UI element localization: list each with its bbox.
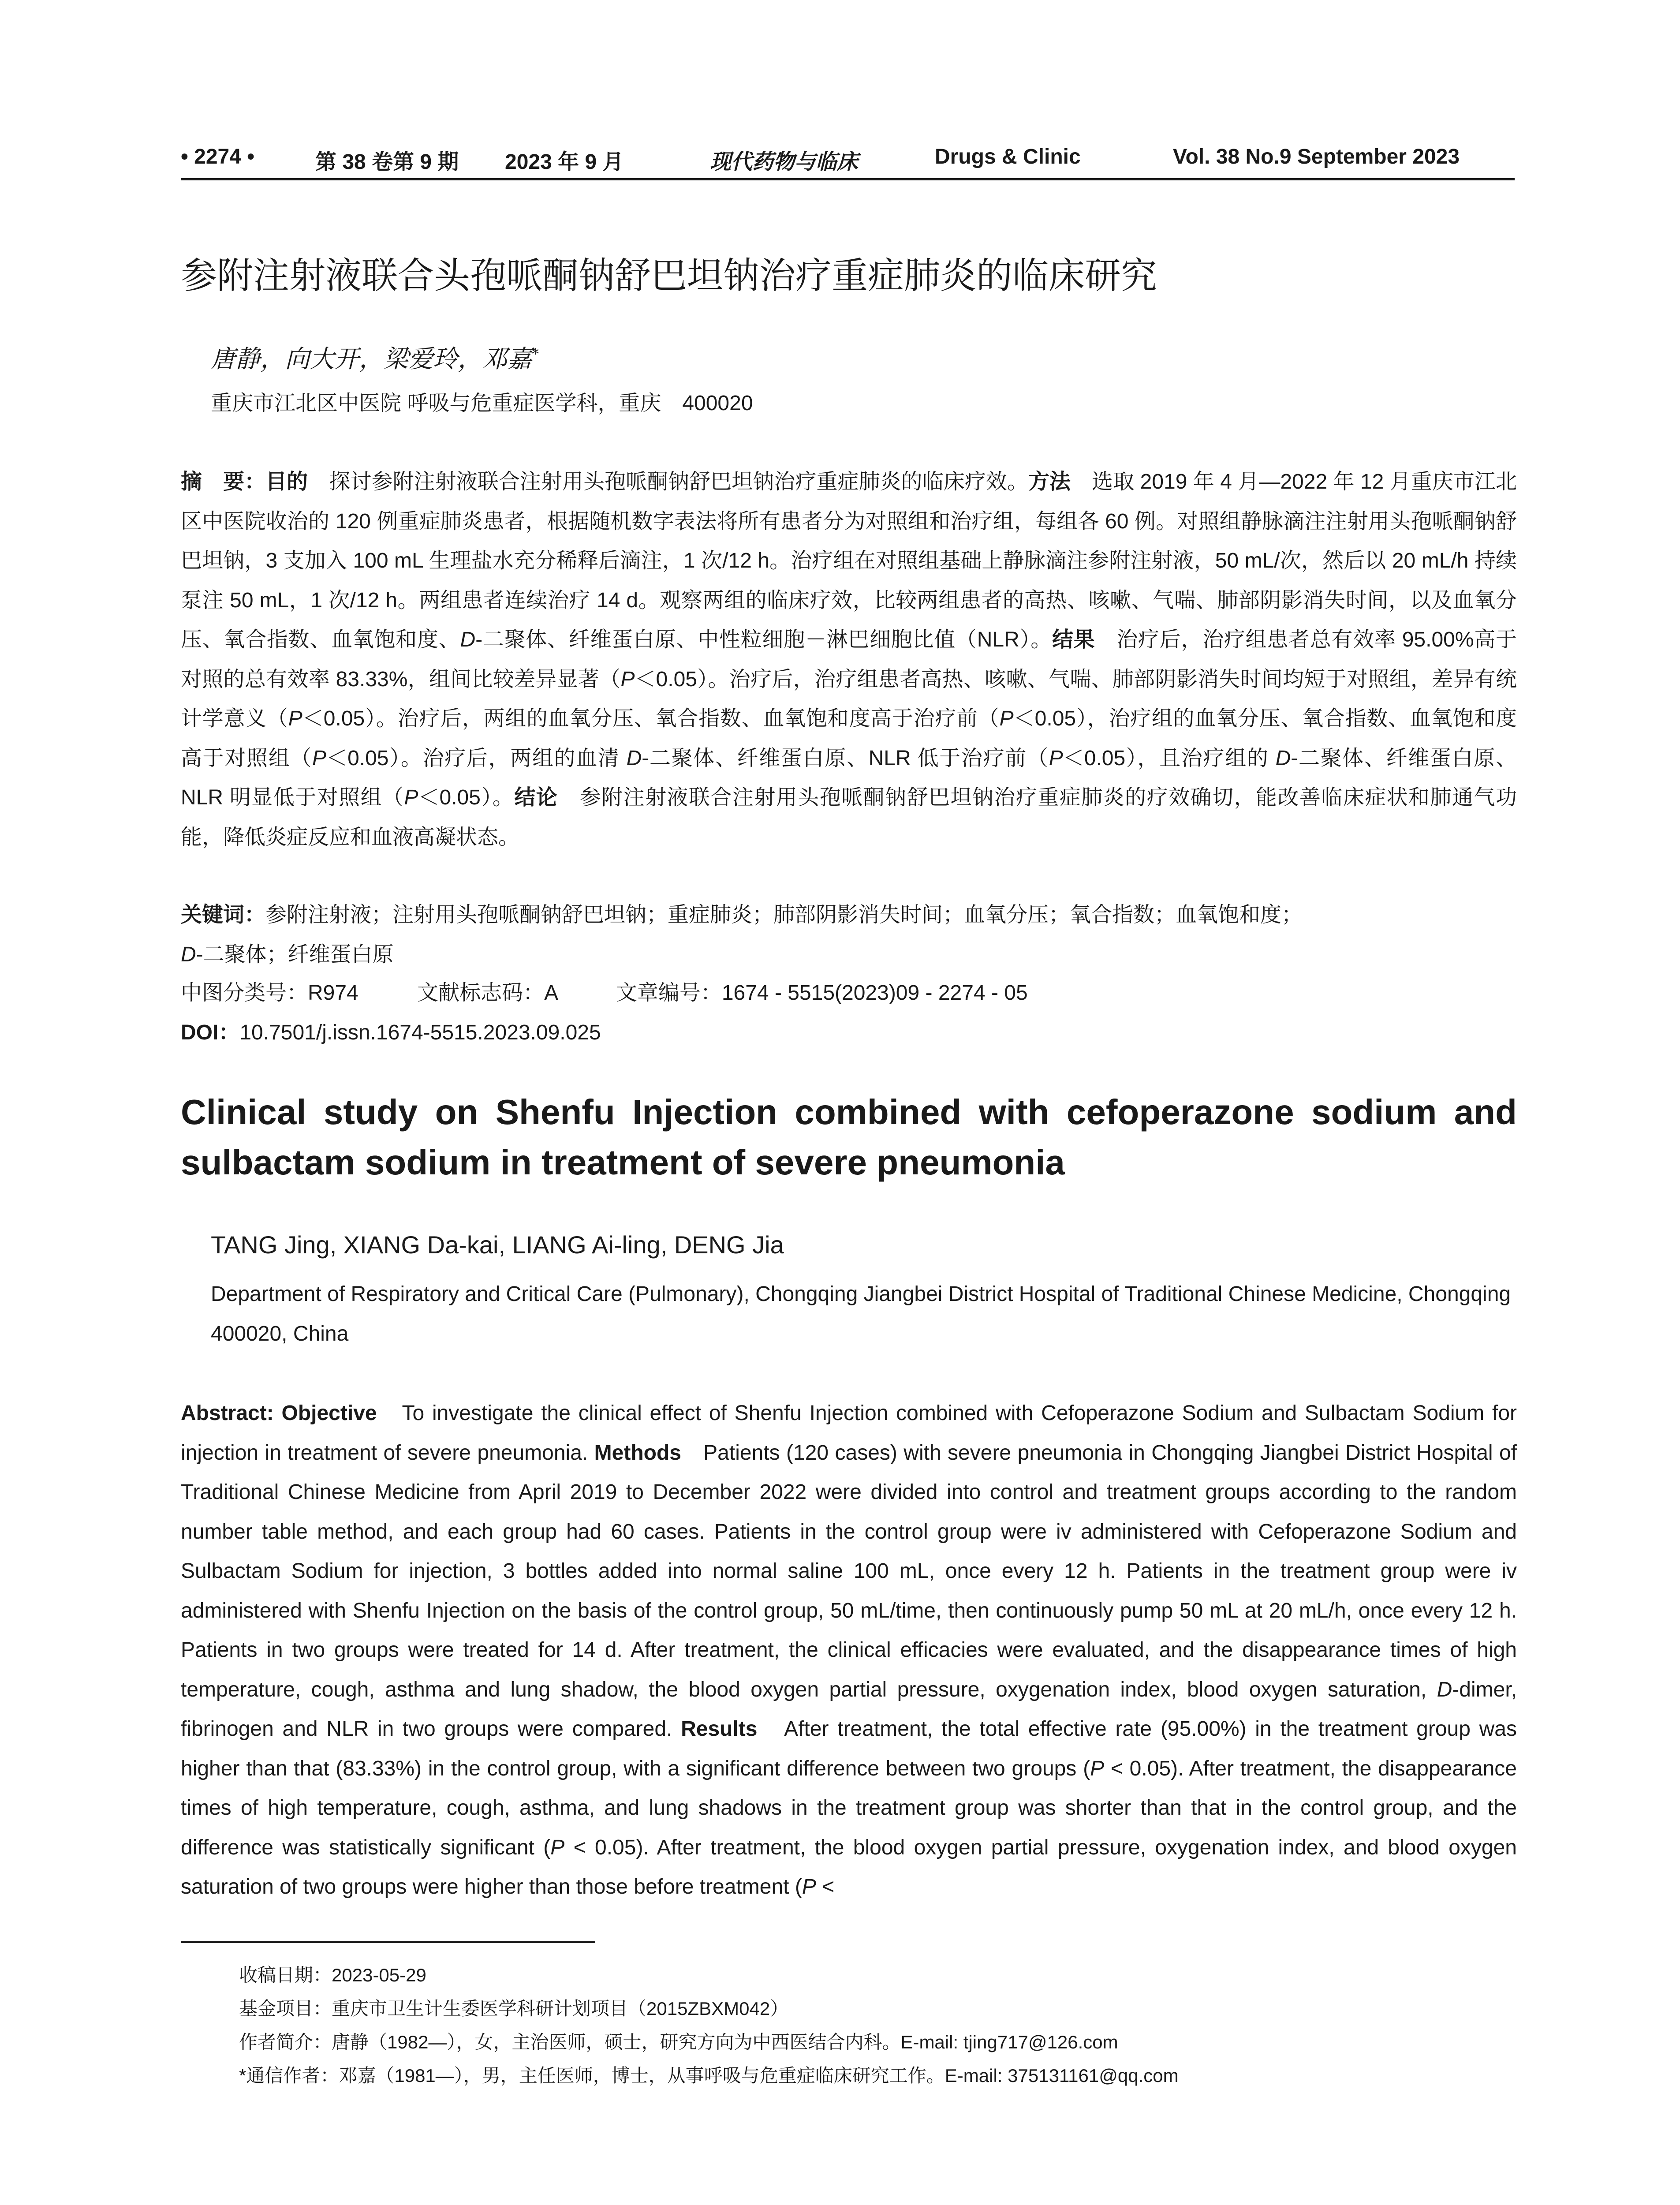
- p-italic: P: [404, 786, 418, 809]
- doi-link[interactable]: 10.7501/j.issn.1674-5515.2023.09.025: [239, 1021, 601, 1044]
- cn-methods: 选取 2019 年 4 月—2022 年 12 月重庆市江北区中医院收治的 120 例重症肺炎患者，根据随机数字表法将所有患者分为对照组和治疗组，每组各 60 例。对照组静脉滴注注射用头孢哌酮钠舒巴坦钠，3 支加入 100 mL 生理盐水充分稀释后滴注，1 次/12 h。治疗组在对照组基础上静脉滴注参附注射液，50 mL/次，然后以 20 mL/h 持续泵注 50 mL，1 次/12 h。两组患者连续治疗 14 d。观察两组的临床疗效，比较两组患者的高热、咳嗽、气喘、肺部阴影消失时间，以及血氧分压、氧合指数、血氧饱和度、: [181, 470, 1517, 651]
- cn-results-9: ＜0.05）。: [418, 786, 515, 809]
- date-cn: 2023 年 9 月: [505, 150, 624, 174]
- cn-author-names: 唐静，向大开，梁爱玲，邓嘉: [211, 345, 532, 374]
- en-objective: To investigate the clinical effect of Shenfu Injection combined with Cefoperazone Sodium and Sulbactam Sodium for injection in treatment of severe pneumonia.: [181, 1401, 1517, 1465]
- en-results-3: < 0.05). After treatment, the blood oxygen partial pressure, oxygenation index, and blood oxygen saturation of two groups were higher than those before treatment (: [181, 1835, 1517, 1899]
- cn-keywords-text-2: -二聚体；纤维蛋白原: [196, 942, 394, 966]
- cn-objective-label: 目的: [265, 470, 308, 493]
- cn-objective: 探讨参附注射液联合注射用头孢哌酮钠舒巴坦钠治疗重症肺炎的临床疗效。: [308, 470, 1028, 493]
- en-methods-label: Methods: [594, 1441, 681, 1465]
- volume-cn: 第 38 卷第 9 期: [315, 150, 459, 174]
- journal-name-cn: 现代药物与临床: [710, 149, 859, 174]
- received-date: 2023-05-29: [332, 1965, 426, 1985]
- footnote-author: [239, 2028, 1118, 2054]
- received-label: 收稿日期：: [239, 1965, 332, 1985]
- cn-results-2: ＜0.05）。治疗后，治疗组患者高热、咳嗽、气喘、肺部阴影消失时间均短于对照组，差异有统计学意义（: [181, 667, 1517, 730]
- cn-abstract-label: 摘 要：: [181, 470, 266, 493]
- cn-title: 参附注射液联合头孢哌酮钠舒巴坦钠治疗重症肺炎的临床研究: [181, 256, 1157, 296]
- cn-keywords-label: 关键词：: [181, 903, 266, 927]
- en-abstract-label: Abstract:: [181, 1401, 274, 1425]
- doi-line: [181, 1015, 601, 1046]
- running-header: [181, 142, 1515, 180]
- cn-results-5: ＜0.05）。治疗后，两组的血清: [326, 746, 627, 770]
- d-italic: D: [460, 628, 476, 651]
- footnote-corresponding: [239, 2061, 1179, 2088]
- corresponding-text: 邓嘉（1981—），男，主任医师，博士，从事呼吸与危重症临床研究工作。E-mail: 375131161@qq.com: [339, 2065, 1179, 2086]
- footnote-received: [239, 1961, 426, 1987]
- p-italic: P: [1090, 1757, 1105, 1780]
- en-objective-label: Objective: [281, 1401, 377, 1425]
- cn-keywords: [181, 895, 1517, 974]
- corresponding-label: *通信作者：: [239, 2065, 339, 2086]
- fund-label: 基金项目：: [239, 1998, 332, 2019]
- en-methods: Patients (120 cases) with severe pneumonia in Chongqing Jiangbei District Hospital of Traditional Chinese Medicine from April 2019 to December 2022 were divided into control and treatment groups according to the random number table method, and each group had 60 cases. Patients in the control group were iv administered with Cefoperazone Sodium and Sulbactam Sodium for injection, 3 bottles added into normal saline 100 mL, once every 12 h. Patients in the treatment group were iv administered with Shenfu Injection on the basis of the control group, 50 mL/time, then continuously pump 50 mL at 20 mL/h, once every 12 h. Patients in two groups were treated for 14 d. After treatment, the clinical efficacies were evaluated, and the disappearance times of high temperature, cough, asthma and lung shadow, the blood oxygen partial pressure, oxygenation index, blood oxygen saturation,: [181, 1441, 1517, 1701]
- en-results-1: After treatment, the total effective rate (95.00%) in the treatment group was higher than that (83.33%) in the control group, with a significant difference between two groups (: [181, 1717, 1517, 1780]
- cn-keywords-text: 参附注射液；注射用头孢哌酮钠舒巴坦钠；重症肺炎；肺部阴影消失时间；血氧分压；氧合指数；血氧饱和度；: [265, 903, 1303, 927]
- en-results-label: Results: [681, 1717, 758, 1741]
- d-italic: D: [181, 942, 196, 966]
- volume-en: Vol. 38 No.9 September 2023: [1173, 145, 1460, 168]
- cn-results-7: ＜0.05），且治疗组的: [1063, 746, 1276, 770]
- p-italic: P: [620, 667, 635, 691]
- page-number: • 2274 •: [181, 145, 255, 168]
- footnote-rule: [181, 1941, 595, 1943]
- en-title: Clinical study on Shenfu Injection combined with cefoperazone sodium and sulbactam sodium in treatment of severe pneumonia: [181, 1092, 1517, 1182]
- author-bio-label: 作者简介：: [239, 2032, 332, 2052]
- cn-results-1: 治疗后，治疗组患者总有效率 95.00%高于对照的总有效率 83.33%，组间比较差异显著（: [181, 628, 1517, 691]
- en-methods-2: -dimer, fibrinogen and NLR in two groups were compared.: [181, 1678, 1517, 1741]
- cn-results-8: -二聚体、纤维蛋白原、NLR 明显低于对照组（: [181, 746, 1517, 809]
- p-italic: P: [999, 707, 1014, 730]
- cn-methods-label: 方法: [1028, 470, 1071, 493]
- p-italic: P: [550, 1835, 565, 1859]
- en-abstract: [181, 1394, 1517, 1907]
- journal-name-en: Drugs & Clinic: [935, 145, 1081, 168]
- en-results-2: < 0.05). After treatment, the disappearance times of high temperature, cough, asthma, and lung shadows in the treatment group was shorter than that in the control group, and the difference was statistically significant (: [181, 1757, 1517, 1859]
- p-italic: P: [288, 707, 302, 730]
- cn-conclusion: 参附注射液联合注射用头孢哌酮钠舒巴坦钠治疗重症肺炎的疗效确切，能改善临床症状和肺通气功能，降低炎症反应和血液高凝状态。: [181, 786, 1517, 849]
- fund-text: 重庆市卫生计生委医学科研计划项目（2015ZBXM042）: [332, 1998, 789, 2019]
- cn-methods-2: -二聚体、纤维蛋白原、中性粒细胞－淋巴细胞比值（NLR）。: [475, 628, 1052, 651]
- cn-affiliation: 重庆市江北区中医院 呼吸与危重症医学科，重庆 400020: [211, 392, 753, 415]
- cn-authors: [211, 340, 539, 375]
- cn-results-label: 结果: [1052, 628, 1095, 651]
- d-italic: D: [1275, 746, 1291, 770]
- p-italic: P: [1049, 746, 1063, 770]
- classification-line: 中图分类号：R974 文献标志码：A 文章编号：1674 - 5515(2023)09 - 2274 - 05: [181, 981, 1028, 1005]
- en-authors: TANG Jing, XIANG Da-kai, LIANG Ai-ling, DENG Jia: [211, 1231, 784, 1259]
- d-italic: D: [626, 746, 642, 770]
- cn-results-6: -二聚体、纤维蛋白原、NLR 低于治疗前（: [642, 746, 1049, 770]
- p-italic: P: [802, 1875, 816, 1899]
- cn-results-4: ＜0.05），治疗组的血氧分压、氧合指数、血氧饱和度高于对照组（: [181, 707, 1517, 770]
- doi-label: DOI：: [181, 1021, 240, 1044]
- en-affiliation: Department of Respiratory and Critical Care (Pulmonary), Chongqing Jiangbei District Hospital of Traditional Chinese Medicine, Chongqing 400020, China: [211, 1282, 1511, 1345]
- p-italic: P: [312, 746, 327, 770]
- cn-conclusion-label: 结论: [514, 786, 558, 809]
- d-italic: D: [1437, 1678, 1452, 1701]
- en-results-4: <: [816, 1875, 835, 1899]
- author-bio-text: 唐静（1982—），女，主治医师，硕士，研究方向为中西医结合内科。E-mail: tjing717@126.com: [332, 2032, 1118, 2052]
- footnote-fund: [239, 1994, 788, 2021]
- corresponding-mark: *: [532, 345, 539, 363]
- cn-results-3: ＜0.05）。治疗后，两组的血氧分压、氧合指数、血氧饱和度高于治疗前（: [302, 707, 1000, 730]
- cn-abstract: [181, 462, 1517, 857]
